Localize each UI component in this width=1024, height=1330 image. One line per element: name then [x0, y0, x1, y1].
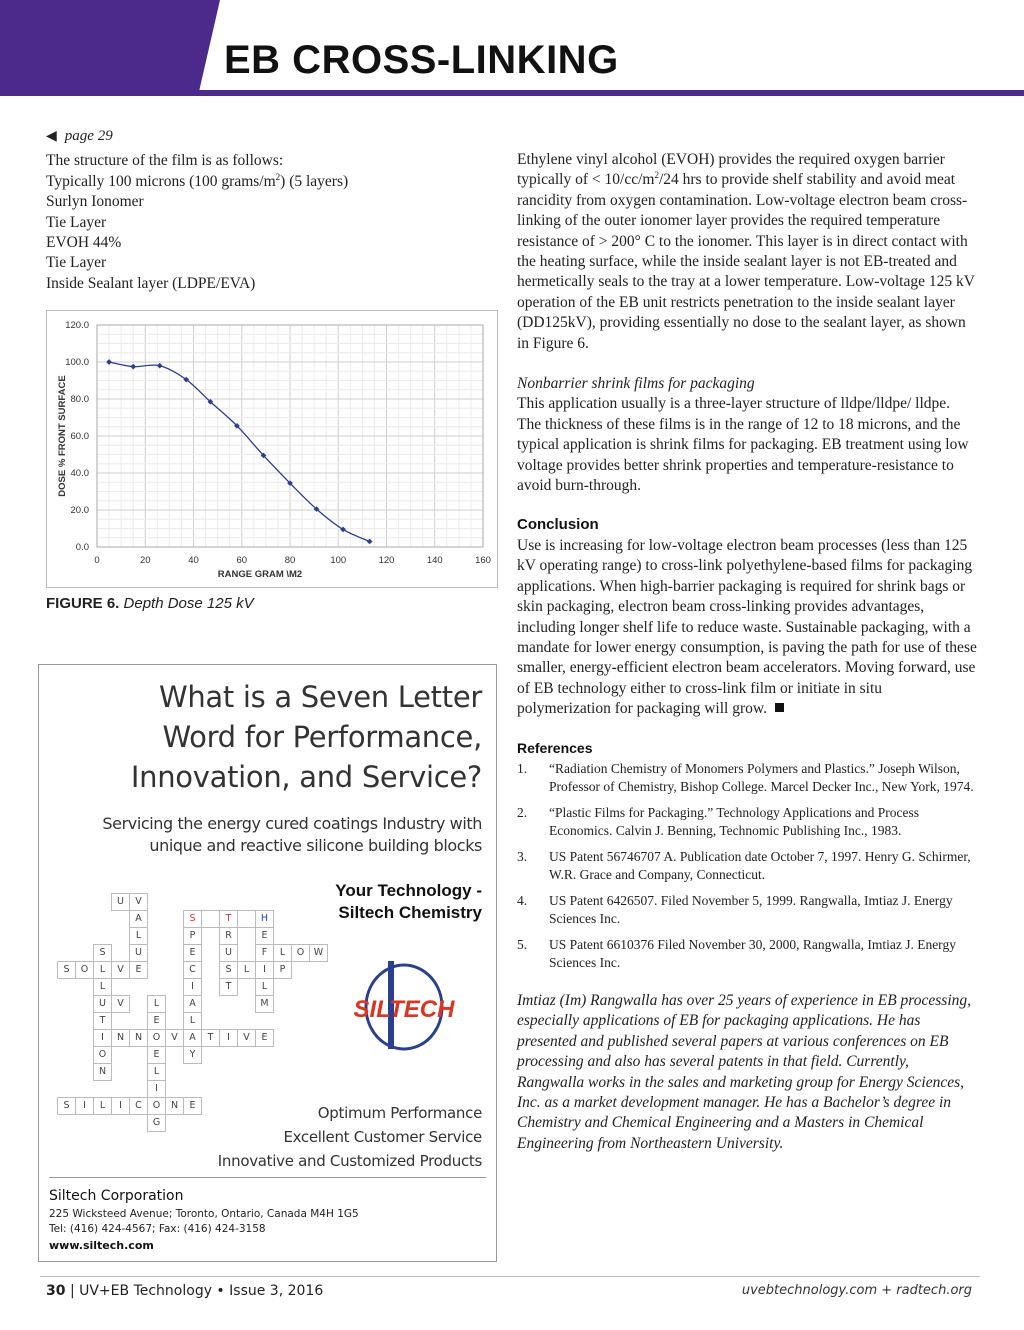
reference-item [517, 936, 977, 973]
ad-sub-line: unique and reactive silicone building blocks [149, 836, 482, 855]
figure-caption [46, 595, 254, 612]
author-bio: Imtiaz (Im) Rangwalla has over 25 years of experience in EB processing, especially applications of EB for packaging applications. He has presented and published several papers at various conferences on EB processing and also has several patents in that field. Currently, Rangwalla works in the sales and marketing group for Energy Sciences, Inc. as a market development manager. He has a Bachelor’s degree in Chemistry and Chemical Engineering and a Masters in Chemical Engineering from Northeastern University. [517, 991, 971, 1152]
x-tick-label: 80 [284, 555, 296, 566]
crossword-cell: O [147, 1097, 166, 1115]
y-tick-label: 100.0 [65, 357, 89, 368]
siltech-logo-text: SILTECH [353, 996, 455, 1023]
layer-item: Surlyn Ionomer [46, 193, 144, 211]
crossword-cell [237, 910, 256, 928]
thickness-text-end: ) (5 layers) [280, 172, 349, 190]
crossword-cell: M [255, 995, 274, 1013]
crossword-cell: C [183, 961, 202, 979]
crossword-cell: U [111, 893, 130, 911]
layer-item: EVOH 44% [46, 234, 122, 252]
crossword-cell: L [93, 961, 112, 979]
crossword-cell: L [255, 978, 274, 996]
crossword-cell: S [219, 961, 238, 979]
crossword-cell: F [255, 944, 274, 962]
crossword-cell: T [219, 978, 238, 996]
conclusion-paragraph [517, 536, 977, 720]
structure-thickness [46, 172, 496, 192]
benefit-item: Optimum Performance [317, 1104, 482, 1122]
y-tick-label: 0.0 [75, 542, 89, 553]
crossword-cell: S [57, 961, 76, 979]
figure-label: FIGURE 6. [46, 595, 120, 612]
reference-number: 1. [517, 760, 528, 776]
crossword-cell: E [255, 1029, 274, 1047]
siltech-logo-icon [344, 955, 464, 1055]
crossword-cell: I [147, 1080, 166, 1098]
x-tick-label: 0 [94, 555, 100, 566]
evoh-paragraph [517, 150, 977, 354]
evoh-text-a: Ethylene vinyl alcohol (EVOH) provides the required oxygen barrier typically of < 10/cc/m [517, 151, 945, 189]
x-tick-label: 60 [236, 555, 248, 566]
crossword-cell: L [93, 1097, 112, 1115]
figure-caption-text: Depth Dose 125 kV [123, 595, 254, 612]
crossword-cell: P [273, 961, 292, 979]
company-website-link[interactable]: www.siltech.com [49, 1239, 154, 1252]
crossword-cell: A [183, 995, 202, 1013]
crossword-cell: V [165, 1029, 184, 1047]
reference-text: US Patent 6610376 Filed November 30, 2000, Rangwalla, Imtiaz J. Energy Sciences Inc. [549, 936, 956, 971]
crossword-cell: V [111, 961, 130, 979]
crossword-cell: N [111, 1029, 130, 1047]
page-number: 30 [46, 1283, 66, 1299]
ad-contact [49, 1177, 486, 1252]
crossword-cell: L [183, 1012, 202, 1030]
x-tick-label: 120 [378, 555, 395, 566]
reference-number: 3. [517, 848, 528, 864]
conclusion-heading: Conclusion [517, 515, 599, 533]
benefit-item: Excellent Customer Service [283, 1128, 482, 1146]
crossword-cell: T [201, 1029, 220, 1047]
ad-headline [62, 677, 482, 797]
company-phone: Tel: (416) 424-4567; Fax: (416) 424-3158 [49, 1223, 266, 1235]
ad-benefits [218, 1101, 482, 1173]
crossword-cell: E [183, 944, 202, 962]
x-tick-label: 100 [330, 555, 347, 566]
film-structure [46, 151, 496, 294]
crossword-cell: I [93, 1029, 112, 1047]
crossword-cell: E [183, 1097, 202, 1115]
footer-separator: | [69, 1283, 75, 1299]
x-tick-label: 20 [139, 555, 151, 566]
reference-number: 2. [517, 804, 528, 820]
reference-item [517, 760, 977, 797]
crossword-cell: H [255, 910, 274, 928]
data-point [130, 364, 136, 370]
crossword-cell: O [75, 961, 94, 979]
references-heading: References [517, 739, 593, 756]
page-title: EB CROSS-LINKING [224, 38, 619, 82]
nonbarrier-paragraph: This application usually is a three-layer structure of lldpe/lldpe/ lldpe. The thickness of these films is in the range of 12 to 18 microns, and the typical application is shrink films for packaging. EB treatment using low voltage provides better shrink properties and temperature-resistance to avoid burn-through. [517, 395, 969, 495]
reference-item [517, 804, 977, 841]
crossword-cell: O [93, 1046, 112, 1064]
layer-item: Tie Layer [46, 254, 107, 272]
x-tick-label: 40 [188, 555, 199, 566]
crossword-cell: T [93, 1012, 112, 1030]
ad-headline-line: Innovation, and Service? [130, 760, 482, 794]
subsection-heading: Nonbarrier shrink films for packaging [517, 375, 755, 393]
crossword-cell: L [93, 978, 112, 996]
y-tick-label: 60.0 [70, 431, 89, 442]
crossword-cell: W [309, 944, 328, 962]
crossword-cell: L [147, 1063, 166, 1081]
depth-dose-chart [46, 310, 498, 588]
crossword-cell: I [255, 961, 274, 979]
crossword-cell: V [129, 893, 148, 911]
crossword-cell: T [219, 910, 238, 928]
crossword-cell: Y [183, 1046, 202, 1064]
crossword-cell: L [273, 944, 292, 962]
reference-text: US Patent 6426507. Filed November 5, 1999. Rangwalla, Imtiaz J. Energy Sciences Inc. [549, 892, 953, 927]
crossword-cell: S [93, 944, 112, 962]
right-column [517, 150, 977, 1154]
data-point [367, 539, 373, 545]
layer-item: Tie Layer [46, 213, 107, 231]
crossword-cell: L [129, 927, 148, 945]
crossword-cell [201, 910, 220, 928]
crossword-cell: I [219, 1029, 238, 1047]
back-link-label: page 29 [64, 128, 113, 144]
crossword-cell: N [129, 1029, 148, 1047]
crossword-cell: S [183, 910, 202, 928]
reference-number: 5. [517, 936, 528, 952]
data-point [106, 359, 112, 365]
end-mark-icon [775, 703, 784, 712]
reference-item [517, 892, 977, 929]
footer-left [46, 1283, 323, 1299]
y-axis-label: DOSE % FRONT SURFACE [57, 375, 68, 497]
crossword-cell: O [147, 1029, 166, 1047]
crossword-cell: I [111, 1097, 130, 1115]
layer-item: Inside Sealant layer (LDPE/EVA) [46, 274, 256, 292]
reference-text: US Patent 56746707 A. Publication date October 7, 1997. Henry G. Schirmer, W.R. Grace and Company, Connecticut. [549, 848, 971, 883]
ad-tagline-line: Your Technology - [335, 881, 482, 900]
crossword-cell: E [147, 1046, 166, 1064]
benefit-item: Innovative and Customized Products [217, 1152, 482, 1170]
siltech-advertisement [38, 664, 497, 1262]
footer-sites: uvebtechnology.com + radtech.org [741, 1283, 972, 1298]
ad-sub-line: Servicing the energy cured coatings Industry with [102, 814, 482, 833]
crossword-cell: I [183, 978, 202, 996]
y-tick-label: 80.0 [70, 394, 89, 405]
y-tick-label: 20.0 [70, 505, 89, 516]
footer-publication: UV+EB Technology • Issue 3, 2016 [79, 1283, 324, 1299]
thickness-sup: 2 [275, 171, 281, 182]
reference-text: “Radiation Chemistry of Monomers Polymers and Plastics.” Joseph Wilson, Professor of Chemistry, Bishop College. Marcel Decker Inc., New York, 1974. [549, 760, 974, 795]
back-link[interactable] [46, 126, 496, 147]
siltech-logo [344, 955, 464, 1055]
conclusion-text: Use is increasing for low-voltage electron beam processes (less than 125 kV operating range) to cross-link polyethylene-based films for packaging applications. When high-barrier packaging is required for shrink bags or skin packaging, electron beam cross-linking provides advantages, including longer shelf life to reduce waste. Sustainable packaging, with a mandate for lower energy consumption, is paving the path for use of these smaller, energy-efficient electron beam accelerators. Moving forward, use of EB technology either to cross-link film or initiate in situ polymerization for packaging will grow. [517, 536, 977, 718]
y-tick-label: 40.0 [70, 468, 89, 479]
left-column [46, 126, 496, 294]
x-tick-label: 140 [426, 555, 443, 566]
crossword-cell: G [147, 1114, 166, 1132]
reference-number: 4. [517, 892, 528, 908]
crossword-cell: U [129, 944, 148, 962]
crossword-cell: N [165, 1097, 184, 1115]
chart-svg [47, 311, 497, 587]
company-name: Siltech Corporation [49, 1188, 184, 1204]
crossword-cell: R [219, 927, 238, 945]
ad-headline-line: Word for Performance, [162, 720, 482, 754]
reference-text: “Plastic Films for Packaging.” Technology Applications and Process Economics. Calvin J. Benning, Technomic Publishing Inc., 1983. [549, 804, 919, 839]
triangle-left-icon: ◀ [46, 129, 57, 144]
crossword-cell: V [111, 995, 130, 1013]
crossword-cell: I [75, 1097, 94, 1115]
x-axis-label: RANGE GRAM \M2 [217, 569, 303, 580]
thickness-text: Typically 100 microns (100 grams/m [46, 172, 276, 190]
footer-divider [40, 1276, 980, 1277]
evoh-sup: 2 [654, 170, 659, 181]
evoh-text-b: /24 hrs to provide shelf stability and avoid meat rancidity from oxygen contamination. Low-voltage electron beam cross-linking of the outer ionomer layer provides the required temperature resistance of > 200° C to the ionomer. This layer is in direct contact with the heating surface, while the inside sealant layer is not EB-treated and hermetically seals to the tray at a lower temperature. Low-voltage 125 kV operation of the EB unit restricts penetration to the inside sealant layer (DD125kV), providing essentially no dose to the sealant layer, as shown in Figure 6. [517, 171, 975, 352]
crossword-cell: N [93, 1063, 112, 1081]
crossword-cell: L [147, 995, 166, 1013]
structure-intro: The structure of the film is as follows: [46, 152, 284, 170]
crossword-cell: U [93, 995, 112, 1013]
crossword-cell: C [129, 1097, 148, 1115]
crossword-cell: L [237, 961, 256, 979]
crossword-cell: V [237, 1029, 256, 1047]
crossword-cell: S [57, 1097, 76, 1115]
crossword-cell: A [183, 1029, 202, 1047]
x-tick-label: 160 [475, 555, 491, 566]
ad-tagline [335, 880, 482, 924]
crossword-cell: U [219, 944, 238, 962]
ad-headline-line: What is a Seven Letter [158, 680, 482, 714]
company-address: 225 Wicksteed Avenue; Toronto, Ontario, Canada M4H 1G5 [49, 1208, 359, 1220]
references-list [517, 760, 977, 973]
crossword-cell: E [255, 927, 274, 945]
ad-subheadline [42, 813, 482, 857]
crossword-cell: E [129, 961, 148, 979]
y-tick-label: 120.0 [65, 320, 89, 331]
crossword-cell: O [291, 944, 310, 962]
ad-tagline-line: Siltech Chemistry [338, 903, 482, 922]
reference-item [517, 848, 977, 885]
crossword-cell: A [129, 910, 148, 928]
crossword-cell: P [183, 927, 202, 945]
crossword-cell: E [147, 1012, 166, 1030]
series-line [109, 362, 370, 541]
